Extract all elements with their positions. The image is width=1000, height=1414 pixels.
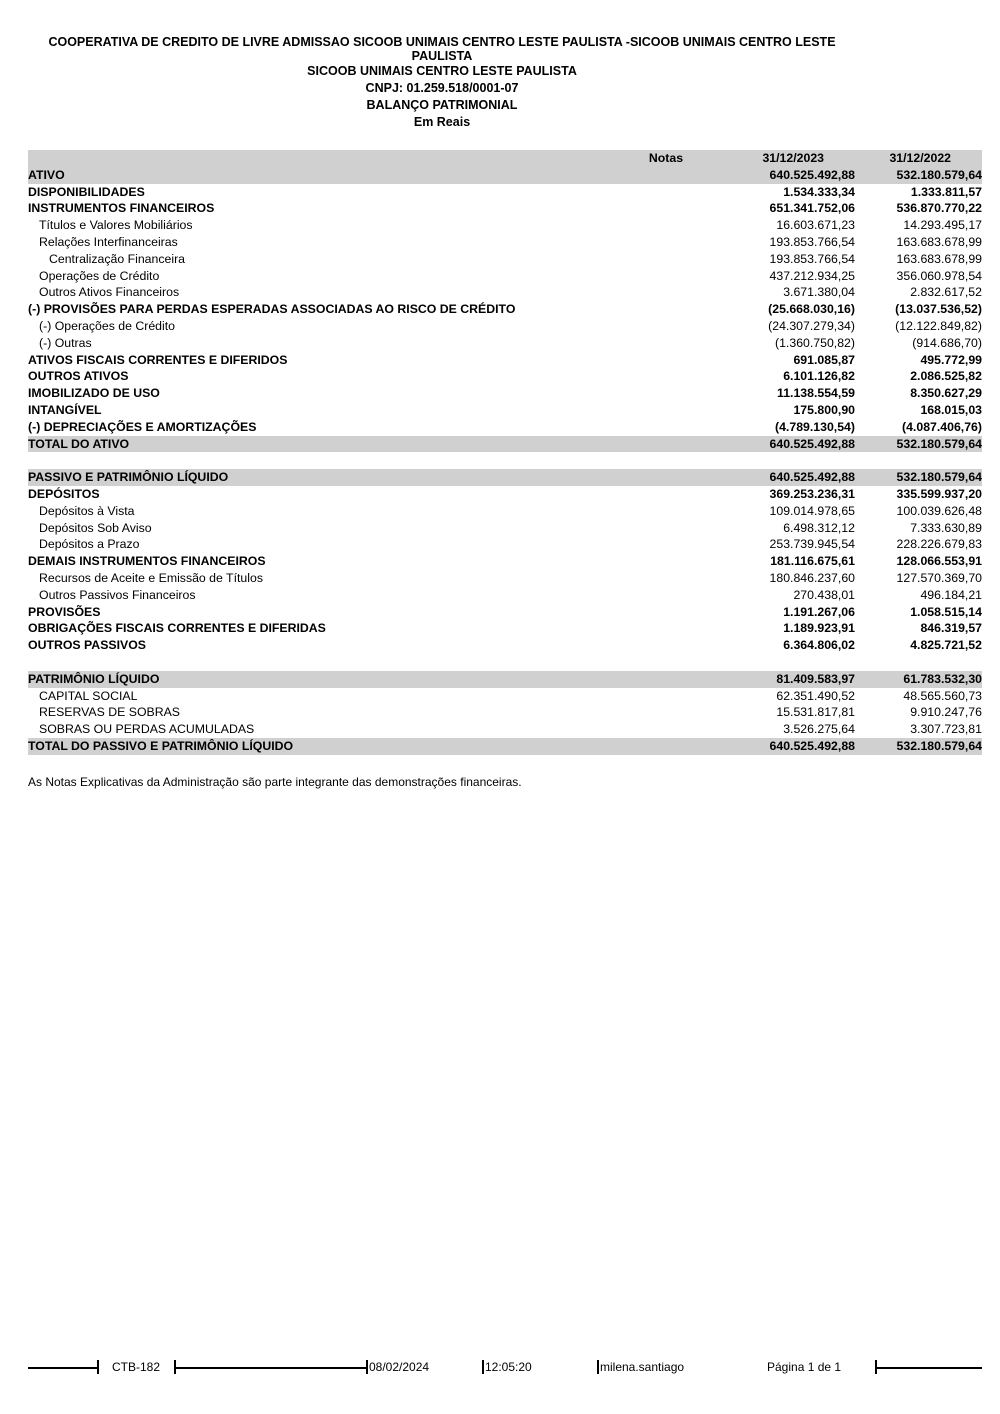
- table-row: [28, 620, 982, 637]
- value-2022: 532.180.579,64: [896, 738, 982, 753]
- value-2022: 496.184,21: [920, 587, 982, 602]
- row-label: PROVISÕES: [28, 604, 101, 619]
- table-row: [28, 671, 982, 688]
- value-2023: 193.853.766,54: [769, 234, 855, 249]
- value-2023: 6.101.126,82: [783, 369, 855, 384]
- table-row: [28, 301, 982, 318]
- row-label: Depósitos Sob Aviso: [39, 520, 152, 535]
- row-label: Relações Interfinanceiras: [39, 234, 178, 249]
- value-2023: 640.525.492,88: [769, 167, 855, 182]
- value-2023: 640.525.492,88: [769, 470, 855, 485]
- row-label: Títulos e Valores Mobiliários: [39, 218, 193, 233]
- value-2023: 3.671.380,04: [783, 285, 855, 300]
- value-2022: 228.226.679,83: [896, 537, 982, 552]
- value-2023: 175.800,90: [793, 402, 855, 417]
- footnote: As Notas Explicativas da Administração são parte integrante das demonstrações financeiras.: [28, 775, 522, 789]
- footer-tick: [597, 1360, 599, 1374]
- column-header-notas: Notas: [648, 151, 684, 165]
- spacer-row: [28, 654, 982, 671]
- value-2022: 356.060.978,54: [896, 268, 982, 283]
- table-row: [28, 352, 982, 369]
- value-2023: 109.014.978,65: [769, 503, 855, 518]
- value-2023: 1.189.923,91: [783, 621, 855, 636]
- print-time: 12:05:20: [485, 1360, 532, 1374]
- value-2022: (12.122.849,82): [895, 318, 982, 333]
- row-label: SOBRAS OU PERDAS ACUMULADAS: [39, 722, 255, 737]
- row-label: DISPONIBILIDADES: [28, 184, 145, 199]
- value-2022: (4.087.406,76): [902, 419, 982, 434]
- row-label: TOTAL DO PASSIVO E PATRIMÔNIO LÍQUIDO: [28, 738, 294, 753]
- value-2023: 6.498.312,12: [783, 520, 855, 535]
- row-label: DEMAIS INSTRUMENTOS FINANCEIROS: [28, 554, 266, 569]
- table-row: [28, 721, 982, 738]
- row-label: IMOBILIZADO DE USO: [28, 386, 160, 401]
- table-row: [28, 318, 982, 335]
- row-label: (-) Operações de Crédito: [39, 318, 176, 333]
- table-row: [28, 469, 982, 486]
- value-2022: 2.832.617,52: [910, 285, 982, 300]
- user-name: milena.santiago: [600, 1360, 685, 1374]
- value-2023: 651.341.752,06: [769, 201, 855, 216]
- value-2023: 16.603.671,23: [776, 218, 855, 233]
- row-label: (-) DEPRECIAÇÕES E AMORTIZAÇÕES: [28, 419, 257, 434]
- column-header-2023: 31/12/2023: [762, 151, 824, 165]
- row-label: DEPÓSITOS: [28, 486, 100, 501]
- row-label: ATIVO: [28, 167, 65, 182]
- table-row: [28, 486, 982, 503]
- report-code: CTB-182: [112, 1360, 161, 1374]
- row-label: Depósitos a Prazo: [39, 537, 140, 552]
- value-2023: 3.526.275,64: [783, 722, 855, 737]
- value-2023: 369.253.236,31: [769, 486, 855, 501]
- row-label: INTANGÍVEL: [28, 402, 102, 417]
- value-2022: 163.683.678,99: [896, 234, 982, 249]
- footer-line: [28, 1367, 98, 1369]
- table-row: [28, 637, 982, 654]
- cnpj: CNPJ: 01.259.518/0001-07: [365, 81, 519, 95]
- value-2022: 61.783.532,30: [903, 671, 982, 686]
- table-row: [28, 217, 982, 234]
- row-label: INSTRUMENTOS FINANCEIROS: [28, 201, 215, 216]
- row-label: CAPITAL SOCIAL: [39, 688, 138, 703]
- value-2022: 8.350.627,29: [910, 386, 982, 401]
- value-2023: 1.534.333,34: [783, 184, 855, 199]
- table-row: [28, 335, 982, 352]
- value-2022: 846.319,57: [920, 621, 982, 636]
- table-row: [28, 704, 982, 721]
- value-2023: (25.668.030,16): [768, 302, 855, 317]
- table-row: [28, 200, 982, 217]
- value-2022: 335.599.937,20: [896, 486, 982, 501]
- table-row: [28, 604, 982, 621]
- value-2023: 180.846.237,60: [769, 570, 855, 585]
- institution-short-name: SICOOB UNIMAIS CENTRO LESTE PAULISTA: [307, 64, 577, 78]
- value-2022: 1.058.515,14: [910, 604, 982, 619]
- value-2022: 2.086.525,82: [910, 369, 982, 384]
- value-2022: 128.066.553,91: [896, 554, 982, 569]
- value-2022: 168.015,03: [920, 402, 982, 417]
- value-2022: 100.039.626,48: [896, 503, 982, 518]
- value-2022: 7.333.630,89: [910, 520, 982, 535]
- value-2022: 532.180.579,64: [896, 167, 982, 182]
- table-row: [28, 419, 982, 436]
- value-2022: 532.180.579,64: [896, 470, 982, 485]
- value-2023: 6.364.806,02: [783, 638, 855, 653]
- value-2022: 536.870.770,22: [896, 201, 982, 216]
- institution-name: COOPERATIVA DE CREDITO DE LIVRE ADMISSAO SICOOB UNIMAIS CENTRO LESTE PAULISTA -SICOOB UNIMAIS CENTRO LESTE: [48, 35, 836, 49]
- table-header-row: [28, 150, 982, 167]
- value-2022: 495.772,99: [920, 352, 982, 367]
- value-2023: (4.789.130,54): [775, 419, 855, 434]
- row-label: ATIVOS FISCAIS CORRENTES E DIFERIDOS: [28, 352, 288, 367]
- row-label: PASSIVO E PATRIMÔNIO LÍQUIDO: [28, 470, 229, 485]
- value-2022: 163.683.678,99: [896, 251, 982, 266]
- row-label: OUTROS ATIVOS: [28, 369, 129, 384]
- footer-tick: [366, 1360, 368, 1374]
- value-2023: 81.409.583,97: [776, 671, 855, 686]
- row-label: (-) Outras: [39, 335, 92, 350]
- row-label: Outros Passivos Financeiros: [39, 587, 196, 602]
- value-2023: 15.531.817,81: [776, 705, 855, 720]
- row-label: Centralização Financeira: [49, 251, 186, 266]
- value-2022: (13.037.536,52): [895, 302, 982, 317]
- value-2023: 691.085,87: [793, 352, 855, 367]
- balance-sheet-table: [28, 150, 982, 755]
- value-2022: (914.686,70): [912, 335, 982, 350]
- value-2023: (1.360.750,82): [775, 335, 855, 350]
- table-row: [28, 436, 982, 453]
- document-title: BALANÇO PATRIMONIAL: [366, 98, 518, 112]
- value-2022: 4.825.721,52: [910, 638, 982, 653]
- table-row: [28, 234, 982, 251]
- value-2022: 9.910.247,76: [910, 705, 982, 720]
- table-row: [28, 503, 982, 520]
- value-2023: (24.307.279,34): [768, 318, 855, 333]
- value-2022: 532.180.579,64: [896, 436, 982, 451]
- row-label: Outros Ativos Financeiros: [39, 285, 180, 300]
- print-date: 08/02/2024: [369, 1360, 430, 1374]
- value-2023: 11.138.554,59: [777, 386, 855, 401]
- row-label: PATRIMÔNIO LÍQUIDO: [28, 671, 160, 686]
- value-2022: 1.333.811,57: [910, 184, 982, 199]
- value-2023: 270.438,01: [793, 587, 855, 602]
- table-row: [28, 738, 982, 755]
- currency-unit: Em Reais: [413, 115, 471, 129]
- spacer-row: [28, 452, 982, 469]
- footer-tick: [97, 1360, 99, 1374]
- value-2022: 48.565.560,73: [903, 688, 982, 703]
- table-row: [28, 688, 982, 705]
- row-label: (-) PROVISÕES PARA PERDAS ESPERADAS ASSOCIADAS AO RISCO DE CRÉDITO: [28, 302, 516, 317]
- table-row: [28, 251, 982, 268]
- footer-tick: [482, 1360, 484, 1374]
- row-label: Recursos de Aceite e Emissão de Títulos: [39, 570, 263, 585]
- table-row: [28, 570, 982, 587]
- table-row: [28, 587, 982, 604]
- table-row: [28, 268, 982, 285]
- row-label: OBRIGAÇÕES FISCAIS CORRENTES E DIFERIDAS: [28, 621, 326, 636]
- value-2023: 437.212.934,25: [769, 268, 855, 283]
- table-row: [28, 520, 982, 537]
- value-2022: 3.307.723,81: [910, 722, 982, 737]
- value-2023: 253.739.945,54: [769, 537, 855, 552]
- value-2023: 640.525.492,88: [769, 436, 855, 451]
- row-label: TOTAL DO ATIVO: [28, 436, 130, 451]
- row-label: OUTROS PASSIVOS: [28, 638, 146, 653]
- table-row: [28, 553, 982, 570]
- value-2022: 14.293.495,17: [903, 218, 982, 233]
- page-number: Página 1 de 1: [767, 1360, 842, 1374]
- value-2023: 1.191.267,06: [783, 604, 855, 619]
- table-row: [28, 284, 982, 301]
- column-header-2022: 31/12/2022: [889, 151, 951, 165]
- table-row: [28, 385, 982, 402]
- table-row: [28, 536, 982, 553]
- row-label: Depósitos à Vista: [39, 503, 135, 518]
- value-2023: 193.853.766,54: [769, 251, 855, 266]
- value-2023: 181.116.675,61: [770, 554, 855, 569]
- table-row: [28, 402, 982, 419]
- row-label: RESERVAS DE SOBRAS: [39, 705, 181, 720]
- footer-line: [875, 1367, 982, 1369]
- table-row: [28, 368, 982, 385]
- footer-line: [174, 1367, 367, 1369]
- table-row: [28, 184, 982, 201]
- table-row: [28, 167, 982, 184]
- value-2023: 62.351.490,52: [776, 688, 855, 703]
- value-2022: 127.570.369,70: [896, 570, 982, 585]
- page-footer: [0, 1360, 1000, 1374]
- row-label: Operações de Crédito: [39, 268, 160, 283]
- value-2023: 640.525.492,88: [769, 738, 855, 753]
- institution-name-cont: PAULISTA: [411, 49, 473, 63]
